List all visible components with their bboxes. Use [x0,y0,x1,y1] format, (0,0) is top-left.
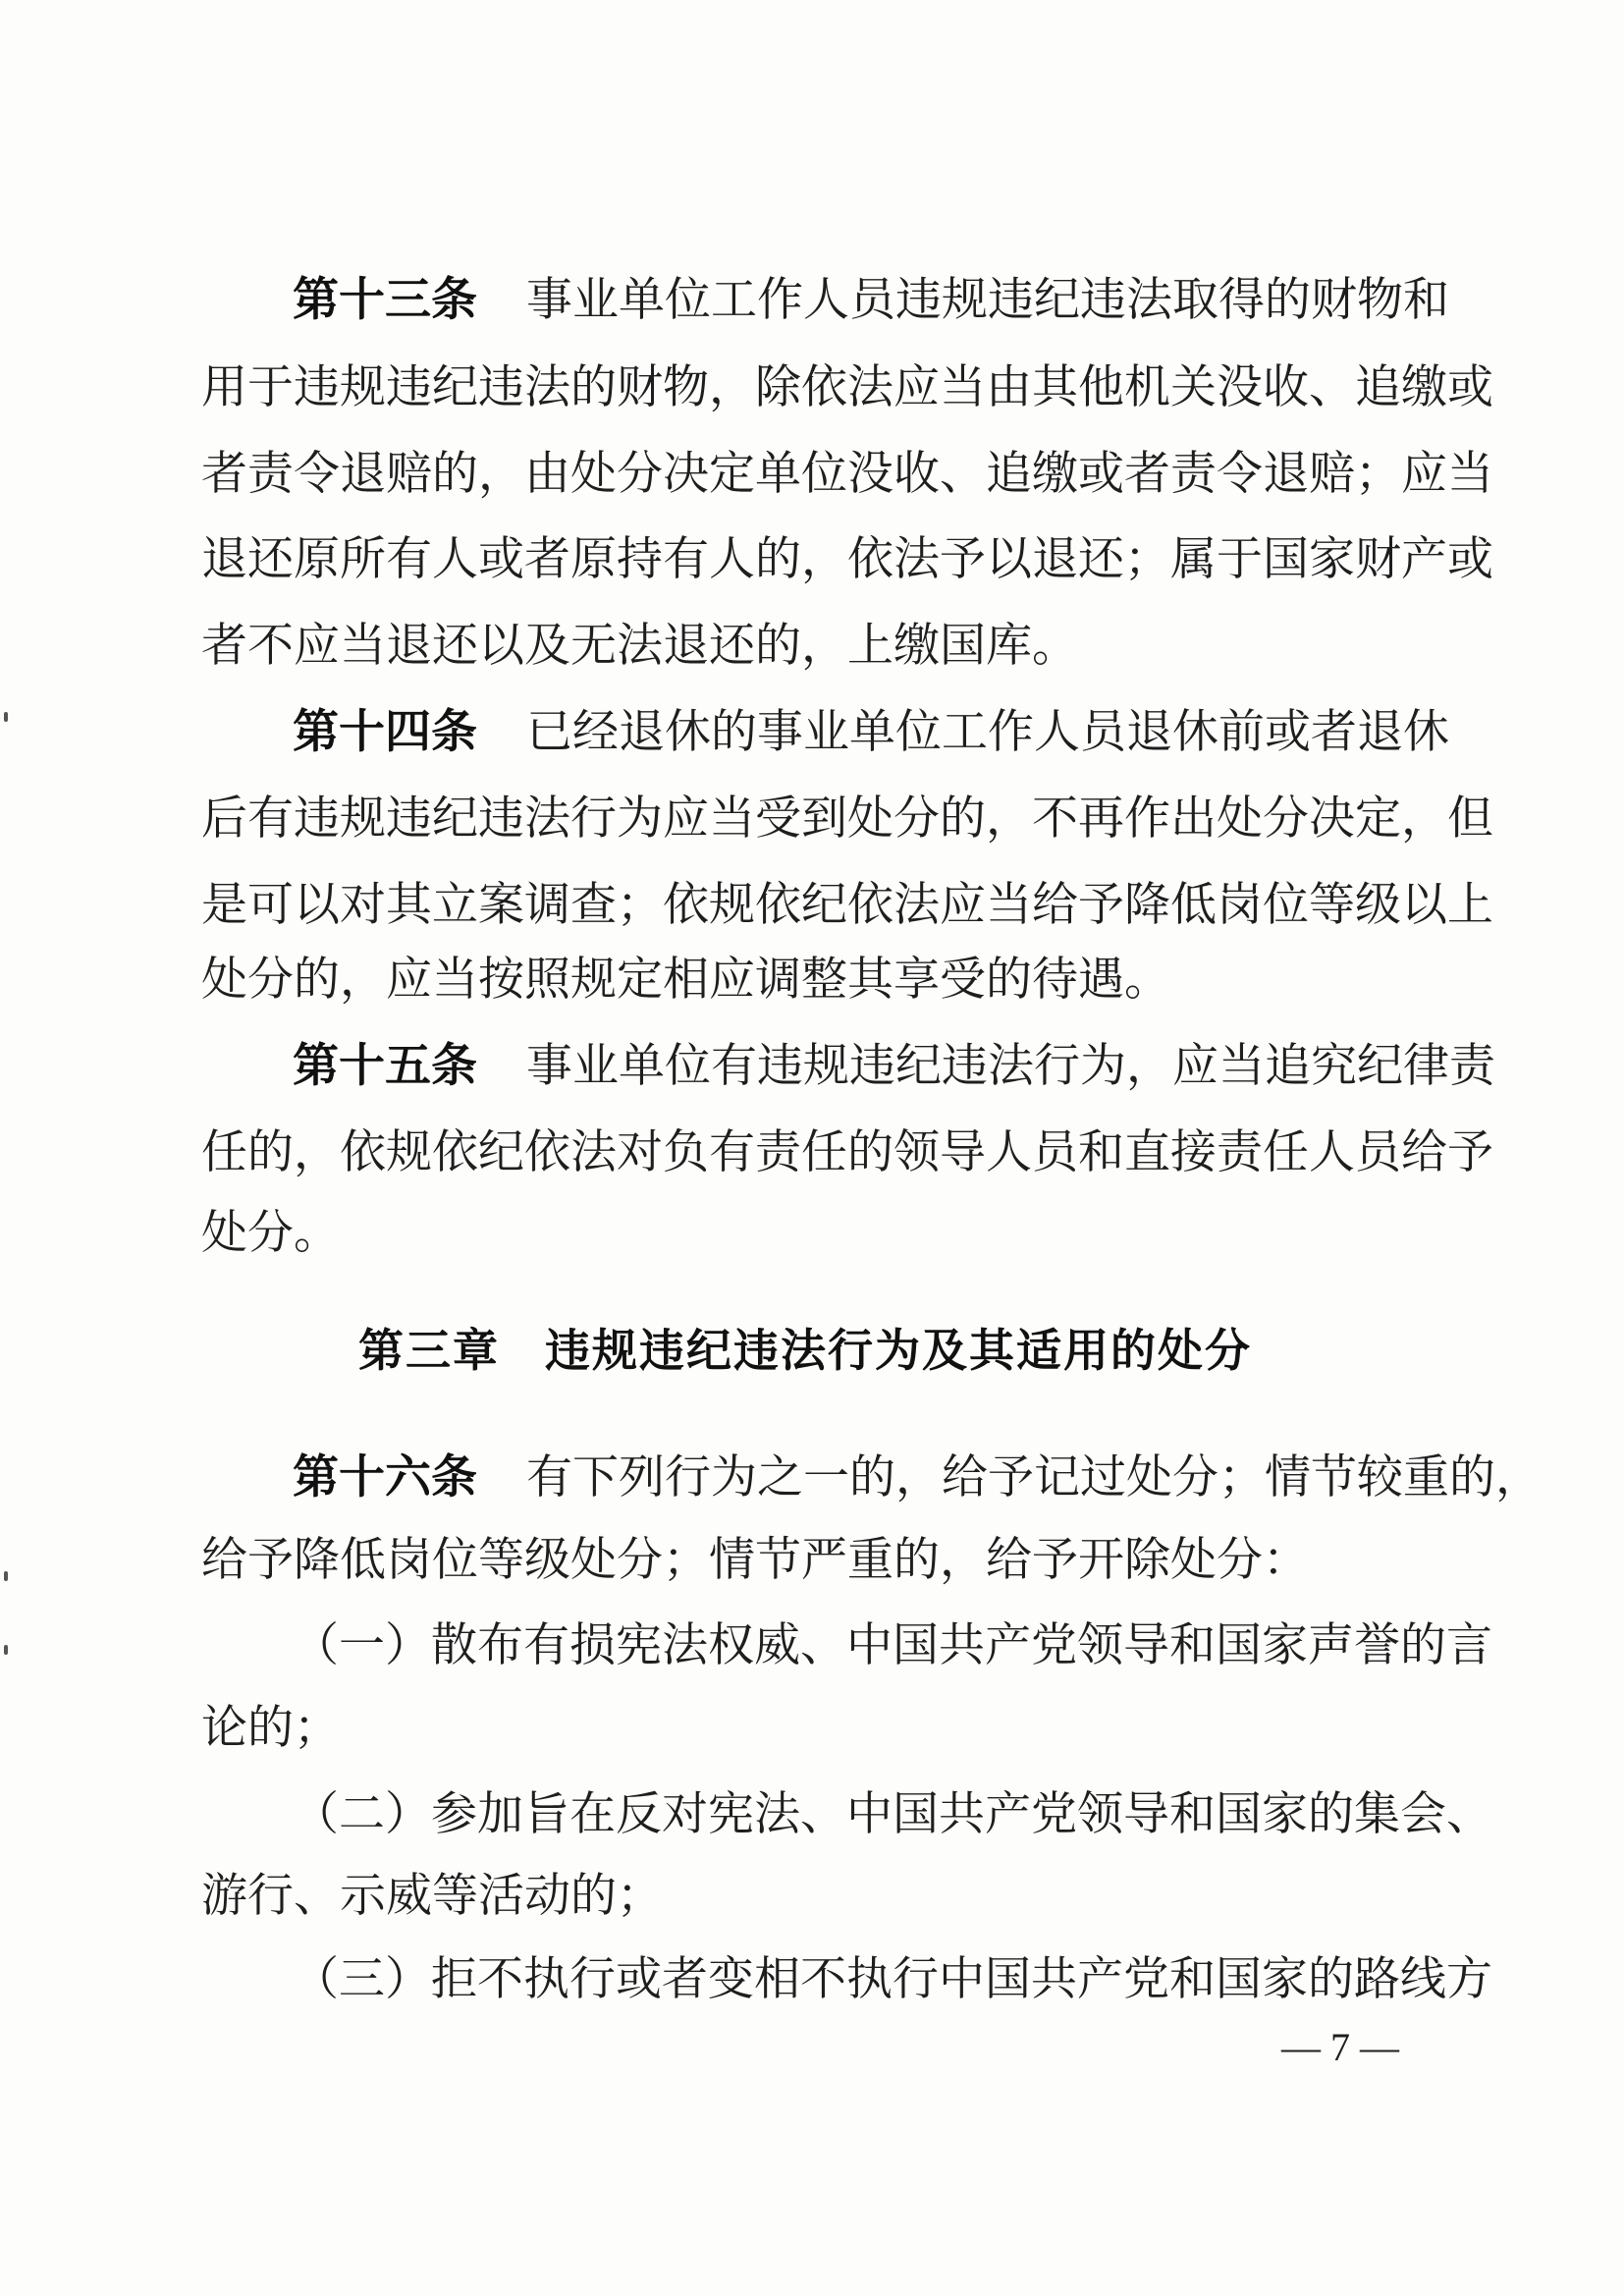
chapter-title: 违规违纪违法行为及其适用的处分 [545,1324,1252,1377]
scan-margin-mark [4,1571,8,1581]
article-13-line-3: 者责令退赔的，由处分决定单位没收、追缴或者责令退赔；应当 [201,447,1493,501]
article-16-heading: 第十六条 [293,1450,477,1504]
article-16-item-1-line-1: （一）散布有损宪法权威、中国共产党领导和国家声誉的言 [293,1618,1492,1672]
article-13-line-1 [293,263,1449,338]
article-15-line-2: 任的，依规依纪依法对负有责任的领导人员和直接责任人员给予 [201,1125,1493,1179]
article-13-text: 事业单位工作人员违规违纪违法取得的财物和 [526,273,1449,327]
article-14-heading: 第十四条 [293,705,477,759]
article-16-item-1-line-2: 论的； [201,1701,340,1755]
article-13-line-2: 用于违规违纪违法的财物，除依法应当由其他机关没收、追缴或 [201,360,1493,414]
page-number: — 7 — [1281,2025,1399,2069]
article-13-line-4: 退还原所有人或者原持有人的，依法予以退还；属于国家财产或 [201,532,1493,586]
article-14-text: 已经退休的事业单位工作人员退休前或者退休 [526,705,1449,759]
article-16-text: 有下列行为之一的，给予记过处分；情节较重的， [526,1450,1542,1504]
article-15-heading: 第十五条 [293,1039,477,1093]
article-16-item-2-line-1: （二）参加旨在反对宪法、中国共产党领导和国家的集会、 [293,1787,1492,1841]
article-13-heading: 第十三条 [293,273,477,327]
article-16-line-2: 给予降低岗位等级处分；情节严重的，给予开除处分： [201,1533,1309,1587]
article-14-line-3: 是可以对其立案调查；依规依纪依法应当给予降低岗位等级以上 [201,878,1493,932]
chapter-heading [201,1311,1409,1390]
chapter-number: 第三章 [358,1324,500,1377]
scan-margin-mark [4,1645,8,1655]
article-15-text: 事业单位有违规违纪违法行为，应当追究纪律责 [526,1039,1495,1093]
article-15-line-1 [293,1029,1495,1104]
article-14-line-2: 后有违规违纪违法行为应当受到处分的，不再作出处分决定，但 [201,792,1493,846]
scan-margin-mark [4,712,8,722]
article-16-item-2-line-2: 游行、示威等活动的； [201,1869,663,1923]
article-15-line-3: 处分。 [201,1206,340,1260]
article-16-item-3-line-1: （三）拒不执行或者变相不执行中国共产党和国家的路线方 [293,1952,1492,2006]
article-13-line-5: 者不应当退还以及无法退还的，上缴国库。 [201,619,1078,673]
article-14-line-1 [293,695,1449,770]
article-16-line-1 [293,1441,1542,1515]
article-14-line-4: 处分的，应当按照规定相应调整其享受的待遇。 [201,953,1170,1007]
